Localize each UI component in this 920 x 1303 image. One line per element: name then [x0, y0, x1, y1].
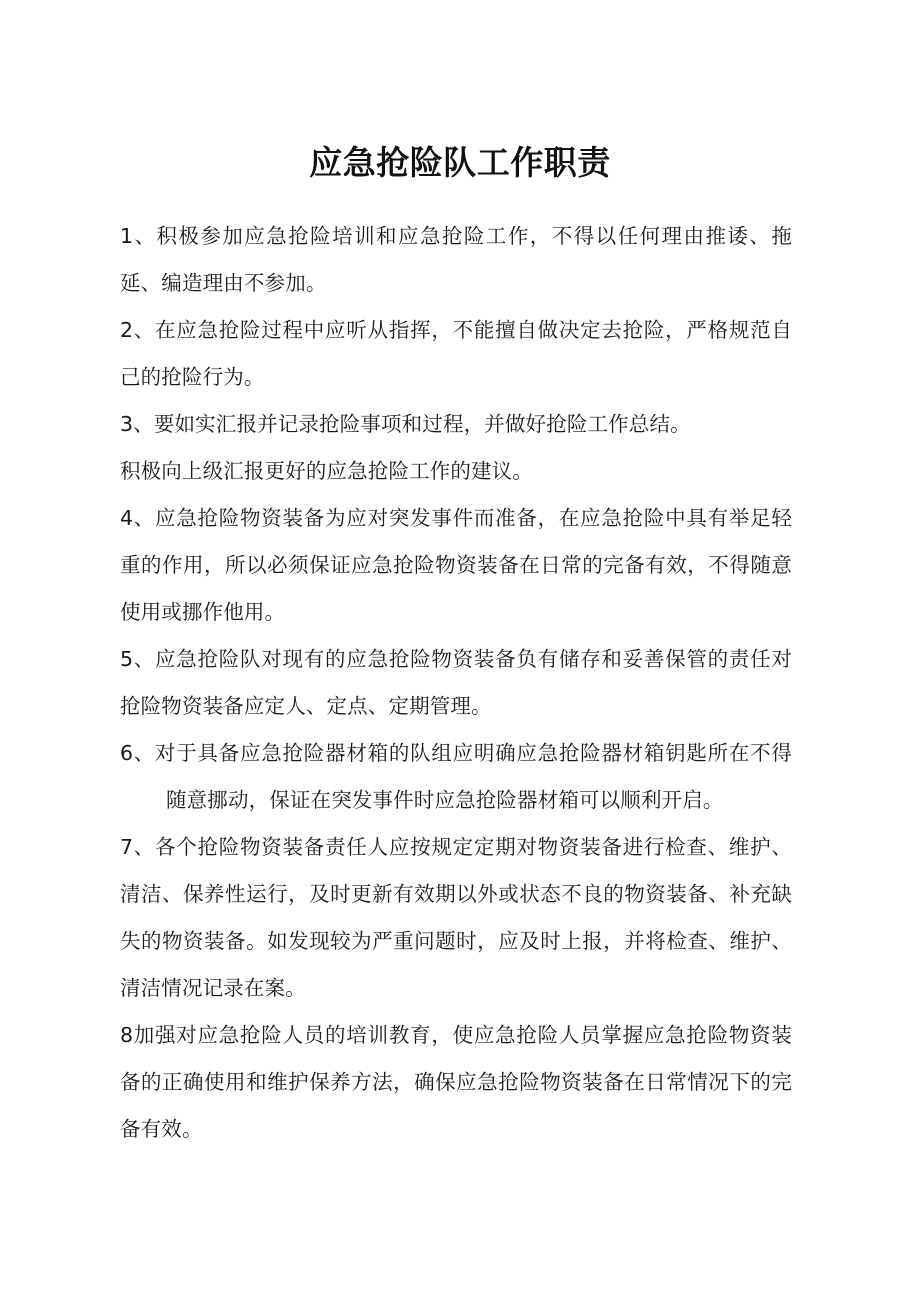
paragraph-item-3: 3、要如实汇报并记录抢险事项和过程，并做好抢险工作总结。: [120, 412, 691, 436]
page-title: 应急抢险队工作职责: [309, 143, 611, 183]
paragraph-item-1: 1、积极参加应急抢险培训和应急抢险工作，不得以任何理由推诿、拖延、编造理由不参加。: [120, 224, 792, 295]
document-body: [120, 213, 792, 1153]
paragraph-item-3-note: 积极向上级汇报更好的应急抢险工作的建议。: [120, 459, 533, 483]
paragraph-item-5: 5、应急抢险队对现有的应急抢险物资装备负有储存和妥善保管的责任对抢险物资装备应定人、定点、定期管理。: [120, 647, 792, 718]
paragraph-item-8: 8加强对应急抢险人员的培训教育，使应急抢险人员掌握应急抢险物资装备的正确使用和维护保养方法，确保应急抢险物资装备在日常情况下的完备有效。: [120, 1023, 792, 1141]
paragraph-item-2: 2、在应急抢险过程中应听从指挥，不能擅自做决定去抢险，严格规范自己的抢险行为。: [120, 318, 792, 389]
paragraph-item-7: 7、各个抢险物资装备责任人应按规定定期对物资装备进行检查、维护、清洁、保养性运行，及时更新有效期以外或状态不良的物资装备、补充缺失的物资装备。如发现较为严重问题时，应及时上报，并将检查、维护、清洁情况记录在案。: [120, 835, 792, 1000]
paragraph-item-6: 6、对于具备应急抢险器材箱的队组应明确应急抢险器材箱钥匙所在不得随意挪动，保证在突发事件时应急抢险器材箱可以顺利开启。: [120, 741, 792, 812]
paragraph-item-4: 4、应急抢险物资装备为应对突发事件而准备，在应急抢险中具有举足轻重的作用，所以必须保证应急抢险物资装备在日常的完备有效，不得随意使用或挪作他用。: [120, 506, 792, 624]
